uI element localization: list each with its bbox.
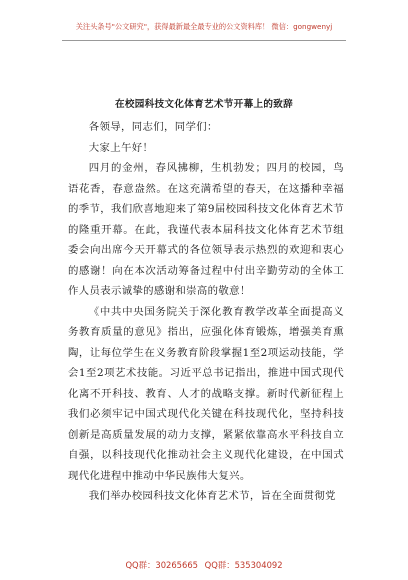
body-paragraph: 《中共中央国务院关于深化教育教学改革全面提高义务教育质量的意见》指出，应强化体育锻炼，增强美育熏陶，让每位学生在义务教育阶段掌握1至2项运动技能，学会1至2项艺术技能。习近平总书记指出，推进中国式现代化离不开科技、教育、人才的战略支撑。新时代新征程上我们必须牢记中国式现代化关键在科技现代化，坚持科技创新是高质量发展的动力支撑，紧紧依靠高水平科技自立自强，以科技现代化推动社会主义现代化建设，在中国式现代化进程中推动中华民族伟大复兴。 [68,305,344,482]
footer-note: QQ群：30265665 QQ群：535304092 [125,560,283,570]
greeting: 大家上午好！ [88,141,154,154]
document-title: 在校园科技文化体育艺术节开幕上的致辞 [114,99,294,110]
header-divider [62,40,346,41]
header-note: 关注头条号"公文研究"，获得最新最全最专业的公文资料库！ 微信：gongwenyj [75,22,333,31]
document-body [68,117,344,507]
salutation: 各领导，同志们，同学们： [88,121,218,133]
body-paragraph: 我们举办校园科技文化体育艺术节，旨在全面贯彻党 [88,490,336,502]
body-paragraph: 四月的金州，春风拂柳，生机勃发；四月的校园，鸟语花香，春意盎然。在这充满希望的春天，在这播种幸福的季节，我们欣喜地迎来了第9届校园科技文化体育艺术节的隆重开幕。在此，我谨代表本届科技文化体育艺术节组委会向出席今天开幕式的各位领导表示热烈的欢迎和衷心的感谢！向在本次活动筹备过程中付出辛勤劳动的全体工作人员表示诚挚的感谢和崇高的敬意！ [68,162,344,297]
